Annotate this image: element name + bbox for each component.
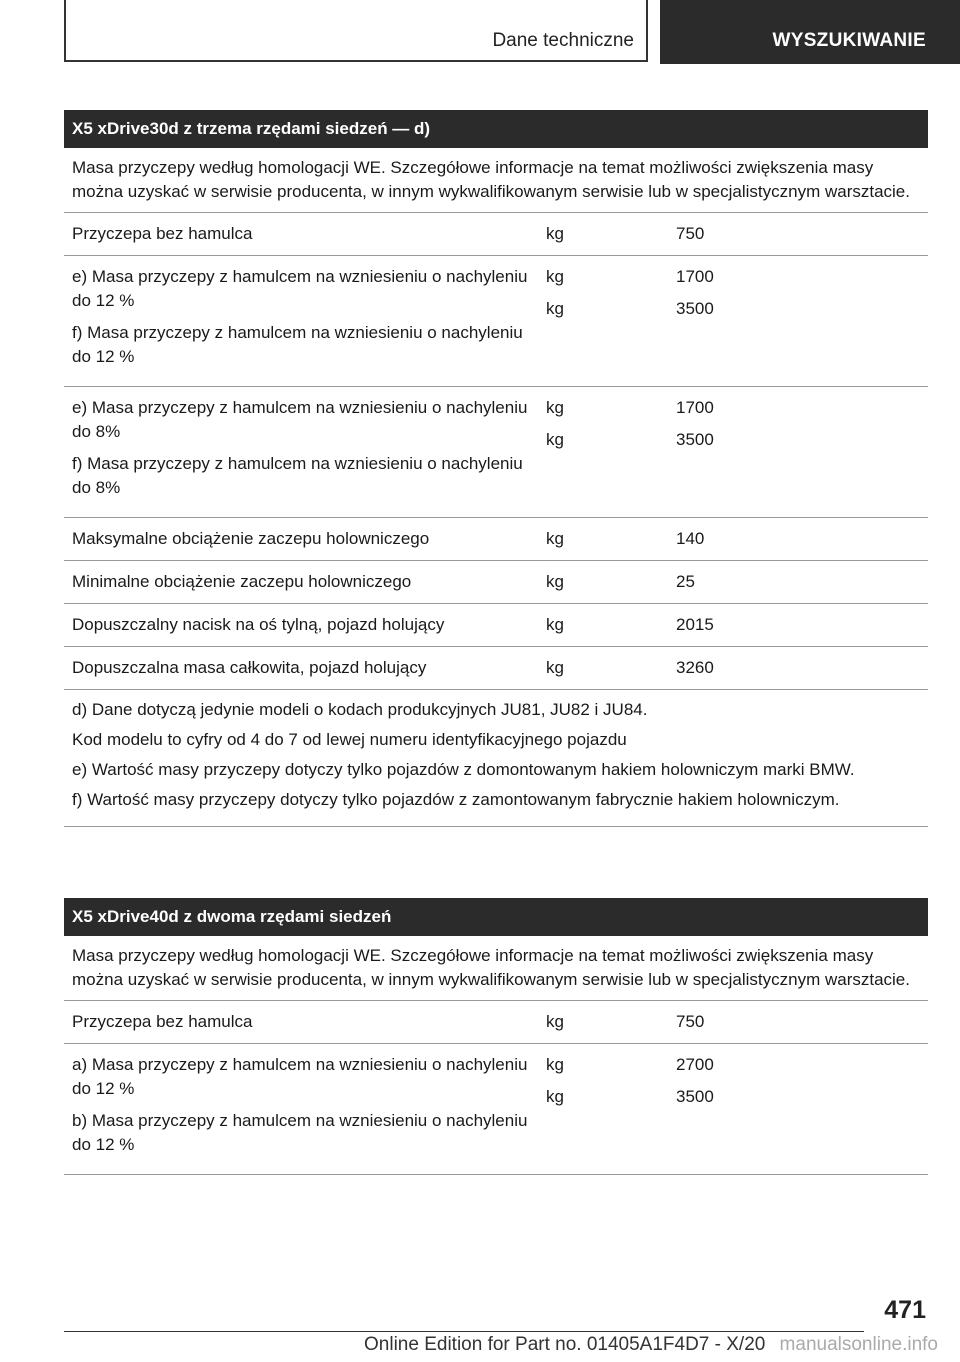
row-unit: kg — [546, 1087, 564, 1106]
row-value: 3500 — [676, 430, 714, 449]
tab-wyszukiwanie[interactable] — [660, 0, 960, 64]
tab-dane-techniczne[interactable] — [64, 0, 648, 62]
row-label-group — [64, 387, 538, 517]
row-value: 2015 — [676, 615, 714, 634]
row-value: 3500 — [676, 1087, 714, 1106]
row-value: 750 — [676, 1012, 705, 1031]
row-label: f) Masa przyczepy z hamulcem na wzniesieniu o nachyleniu do 12 % — [72, 323, 523, 366]
row-label: e) Masa przyczepy z hamulcem na wzniesieniu o nachyleniu do 8% — [72, 398, 528, 441]
row-unit: kg — [546, 224, 564, 243]
row-label: Dopuszczalna masa całkowita, pojazd holujący — [72, 658, 427, 677]
footnote: d) Dane dotyczą jedynie modeli o kodach produkcyjnych JU81, JU82 i JU84. — [72, 700, 648, 719]
footer-edition: Online Edition for Part no. 01405A1F4D7 - X/20 — [364, 1334, 766, 1355]
row-value-group — [668, 256, 928, 386]
row-label: Przyczepa bez hamulca — [72, 1012, 253, 1031]
row-unit: kg — [546, 1012, 564, 1031]
row-value: 1700 — [676, 398, 714, 417]
table-row — [64, 604, 928, 647]
row-unit: kg — [546, 1055, 564, 1074]
row-unit: kg — [546, 299, 564, 318]
row-label: e) Masa przyczepy z hamulcem na wzniesieniu o nachyleniu do 12 % — [72, 267, 528, 310]
table-row — [64, 213, 928, 256]
tab-search-label: WYSZUKIWANIE — [772, 30, 926, 51]
table-row — [64, 647, 928, 690]
table-row — [64, 1044, 928, 1175]
row-label: Maksymalne obciążenie zaczepu holowniczego — [72, 529, 430, 548]
row-label: Dopuszczalny nacisk na oś tylną, pojazd holujący — [72, 615, 445, 634]
row-label: b) Masa przyczepy z hamulcem na wzniesieniu o nachyleniu do 12 % — [72, 1111, 528, 1154]
section-x5-xdrive30d — [64, 110, 928, 827]
tab-dane-label: Dane techniczne — [492, 30, 634, 51]
row-value: 25 — [676, 572, 695, 591]
section-intro: Masa przyczepy według homologacji WE. Szczegółowe informacje na temat możliwości zwiększenia masy można uzyskać w serwisie producenta, w innym wykwalifikowanym serwisie lub w specjalistycznym warsztacie. — [64, 936, 928, 1001]
table-row — [64, 561, 928, 604]
row-value: 140 — [676, 529, 705, 548]
table-row — [64, 1001, 928, 1044]
header-tabs — [64, 0, 960, 66]
footer-divider — [64, 1331, 864, 1332]
footnote: f) Wartość masy przyczepy dotyczy tylko pojazdów z zamontowanym fabrycznie hakiem holowniczym. — [72, 790, 840, 809]
footnote: Kod modelu to cyfry od 4 do 7 od lewej numeru identyfikacyjnego pojazdu — [72, 730, 627, 749]
footnotes — [64, 690, 928, 827]
section-title: X5 xDrive40d z dwoma rzędami siedzeń — [64, 898, 928, 936]
row-unit-group — [538, 256, 668, 386]
row-label: a) Masa przyczepy z hamulcem na wzniesieniu o nachyleniu do 12 % — [72, 1055, 528, 1098]
row-unit-group — [538, 387, 668, 517]
row-value-group — [668, 1044, 928, 1174]
table-row — [64, 256, 928, 387]
row-value-group — [668, 387, 928, 517]
row-unit: kg — [546, 430, 564, 449]
row-unit: kg — [546, 529, 564, 548]
page-number: 471 — [884, 1296, 926, 1324]
section-intro: Masa przyczepy według homologacji WE. Szczegółowe informacje na temat możliwości zwiększenia masy można uzyskać w serwisie producenta, w innym wykwalifikowanym serwisie lub w specjalistycznym warsztacie. — [64, 148, 928, 213]
row-value: 3500 — [676, 299, 714, 318]
footer-watermark: manualsonline.info — [779, 1334, 938, 1355]
table-row — [64, 387, 928, 518]
row-unit: kg — [546, 398, 564, 417]
row-label: Przyczepa bez hamulca — [72, 224, 253, 243]
table-row — [64, 518, 928, 561]
section-x5-xdrive40d — [64, 898, 928, 1175]
row-label: Minimalne obciążenie zaczepu holowniczego — [72, 572, 412, 591]
section-title: X5 xDrive30d z trzema rzędami siedzeń — d) — [64, 110, 928, 148]
row-unit: kg — [546, 572, 564, 591]
row-unit-group — [538, 1044, 668, 1174]
row-unit: kg — [546, 658, 564, 677]
row-label-group — [64, 1044, 538, 1174]
row-value: 750 — [676, 224, 705, 243]
row-unit: kg — [546, 615, 564, 634]
row-label: f) Masa przyczepy z hamulcem na wzniesieniu o nachyleniu do 8% — [72, 454, 523, 497]
row-unit: kg — [546, 267, 564, 286]
row-value: 3260 — [676, 658, 714, 677]
footnote: e) Wartość masy przyczepy dotyczy tylko pojazdów z domontowanym hakiem holowniczym marki BMW. — [72, 760, 855, 779]
row-label-group — [64, 256, 538, 386]
row-value: 1700 — [676, 267, 714, 286]
row-value: 2700 — [676, 1055, 714, 1074]
